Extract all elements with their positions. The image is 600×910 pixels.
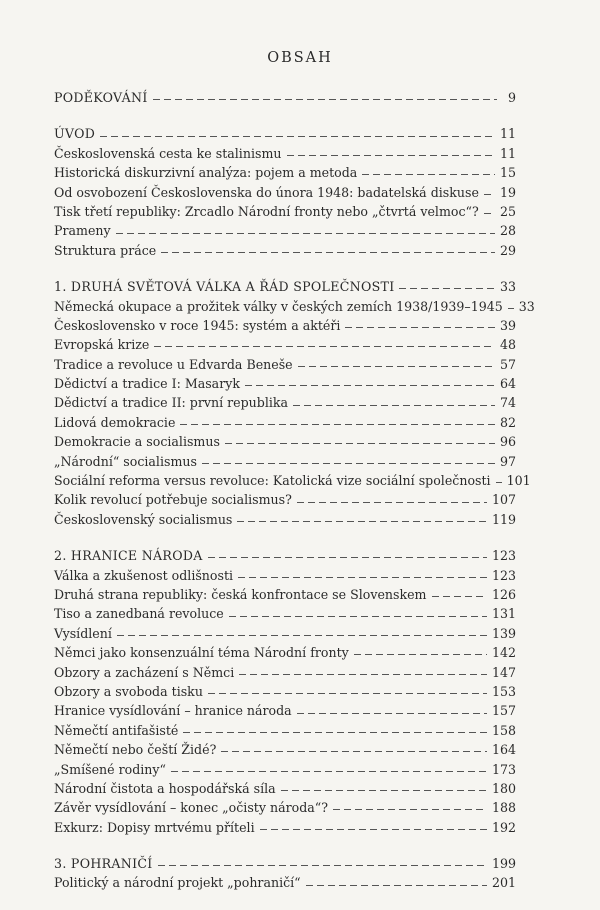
toc-entry-label: Závěr vysídlování – konec „očisty národa“? <box>54 800 328 816</box>
toc-page-number: 97 <box>499 453 516 469</box>
toc-page-number: 19 <box>499 184 516 200</box>
dash-leader <box>229 616 487 617</box>
dash-leader <box>116 233 495 234</box>
toc-page-number: 74 <box>499 395 516 411</box>
toc-chapter-heading <box>54 854 516 873</box>
toc-page-number: 33 <box>499 279 516 295</box>
dash-leader <box>154 346 495 347</box>
dash-leader <box>281 790 487 791</box>
toc-entry <box>54 452 516 471</box>
toc-entry-label: Německá okupace a prožitek války v českých zemích 1938/1939–1945 <box>54 298 503 314</box>
toc-entry-label: Dědictví a tradice II: první republika <box>54 395 289 411</box>
toc-entry-label: Historická diskurzivní analýza: pojem a metoda <box>54 165 358 181</box>
toc-entry-label: Národní čistota a hospodářská síla <box>54 780 276 796</box>
toc-entry <box>54 585 516 604</box>
toc-entry <box>54 760 516 779</box>
toc-entry <box>54 413 516 432</box>
dash-leader <box>239 674 487 675</box>
dash-leader <box>298 366 495 367</box>
toc-page-number: 139 <box>491 625 516 641</box>
toc-page-number: 25 <box>499 203 516 219</box>
toc-page-number: 29 <box>499 242 516 258</box>
toc-page-number: 64 <box>499 376 516 392</box>
dash-leader <box>496 482 502 483</box>
toc-entry <box>54 779 516 798</box>
toc-page-number: 164 <box>491 742 516 758</box>
dash-leader <box>161 252 495 253</box>
toc-chapter-heading <box>54 277 516 296</box>
dash-leader <box>225 443 495 444</box>
dash-leader <box>238 577 487 578</box>
toc-entry <box>54 471 531 490</box>
toc-entry-label: „Smíšené rodiny“ <box>54 761 166 777</box>
dash-leader <box>287 155 495 156</box>
dash-leader <box>333 809 487 810</box>
toc-entry-label: Hranice vysídlování – hranice národa <box>54 703 292 719</box>
table-of-contents <box>54 88 535 910</box>
toc-chapter-heading <box>54 546 516 565</box>
toc-page-number: 199 <box>491 856 516 872</box>
toc-page-number: 119 <box>491 511 516 527</box>
toc-page-number: 131 <box>491 606 516 622</box>
dash-leader <box>362 174 495 175</box>
toc-entry <box>54 873 516 892</box>
toc-entry <box>54 144 516 163</box>
dash-leader <box>297 502 487 503</box>
toc-page-number: 192 <box>491 819 516 835</box>
dash-leader <box>399 288 494 289</box>
toc-entry <box>54 202 516 221</box>
toc-entry <box>54 355 516 374</box>
toc-entry <box>54 798 516 817</box>
toc-page-number: 15 <box>499 165 516 181</box>
toc-entry-label: ÚVOD <box>54 126 96 142</box>
toc-entry-label: Evropská krize <box>54 337 150 353</box>
dash-leader <box>153 99 497 100</box>
toc-entry <box>54 566 516 585</box>
toc-entry-label: Vysídlení <box>54 625 112 641</box>
toc-page-number: 147 <box>491 664 516 680</box>
toc-entry <box>54 740 516 759</box>
toc-entry <box>54 432 516 451</box>
dash-leader <box>297 713 487 714</box>
dash-leader <box>171 771 487 772</box>
toc-entry-label: Tradice a revoluce u Edvarda Beneše <box>54 356 293 372</box>
toc-entry <box>54 818 516 837</box>
toc-page-number: 96 <box>499 434 516 450</box>
toc-entry <box>54 163 516 182</box>
toc-entry-label: Němečtí antifašisté <box>54 722 179 738</box>
toc-page-number: 48 <box>499 337 516 353</box>
toc-entry-label: Československý socialismus <box>54 511 233 527</box>
toc-entry-label: Tiso a zanedbaná revoluce <box>54 606 224 622</box>
dash-leader <box>484 194 495 195</box>
dash-leader <box>354 654 487 655</box>
toc-page-number: 28 <box>499 223 516 239</box>
toc-entry-label: Československá cesta ke stalinismu <box>54 145 282 161</box>
toc-chapter-heading <box>54 88 516 107</box>
toc-page-number: 82 <box>499 414 516 430</box>
toc-page-number: 11 <box>499 126 516 142</box>
toc-entry <box>54 183 516 202</box>
dash-leader <box>117 635 487 636</box>
dash-leader <box>260 829 487 830</box>
toc-entry-label: Němci jako konsenzuální téma Národní fronty <box>54 645 349 661</box>
toc-page-number: 142 <box>491 645 516 661</box>
toc-page-number: 9 <box>507 90 516 105</box>
toc-entry <box>54 721 516 740</box>
dash-leader <box>183 732 487 733</box>
dash-leader <box>484 213 495 214</box>
toc-entry <box>54 297 535 316</box>
toc-section <box>54 277 535 529</box>
toc-entry-label: Němečtí nebo čeští Židé? <box>54 742 217 758</box>
dash-leader <box>245 385 495 386</box>
toc-entry-label: Exkurz: Dopisy mrtvému příteli <box>54 819 255 835</box>
toc-section <box>54 546 516 837</box>
toc-entry-label: Prameny <box>54 223 111 239</box>
toc-entry-label: Druhá strana republiky: česká konfrontace se Slovenskem <box>54 586 427 602</box>
toc-entry-label: „Národní“ socialismus <box>54 453 197 469</box>
dash-leader <box>180 424 495 425</box>
toc-entry-label: Demokracie a socialismus <box>54 434 220 450</box>
toc-page-number: 201 <box>491 875 516 891</box>
dash-leader <box>345 327 495 328</box>
dash-leader <box>432 596 487 597</box>
dash-leader <box>208 557 487 558</box>
dash-leader <box>508 308 514 309</box>
dash-leader <box>293 405 495 406</box>
toc-section <box>54 124 516 260</box>
toc-entry-label: Od osvobození Československa do února 1948: badatelská diskuse <box>54 184 479 200</box>
toc-entry <box>54 663 516 682</box>
toc-entry <box>54 241 516 260</box>
toc-entry <box>54 682 516 701</box>
toc-entry <box>54 490 516 509</box>
toc-page-number: 180 <box>491 780 516 796</box>
toc-entry <box>54 393 516 412</box>
toc-entry-label: Politický a národní projekt „pohraničí“ <box>54 875 301 891</box>
toc-page-number: 123 <box>491 548 516 564</box>
toc-entry-label: PODĚKOVÁNÍ <box>54 90 148 105</box>
dash-leader <box>221 751 487 752</box>
toc-section <box>54 88 516 107</box>
toc-entry <box>54 624 516 643</box>
page-title: OBSAH <box>267 50 333 66</box>
toc-page-number: 57 <box>499 356 516 372</box>
dash-leader <box>306 885 487 886</box>
toc-chapter-heading <box>54 124 516 143</box>
toc-entry-label: 2. HRANICE NÁRODA <box>54 548 203 564</box>
toc-page-number: 11 <box>499 145 516 161</box>
toc-page-number: 173 <box>491 761 516 777</box>
toc-entry-label: Obzory a zacházení s Němci <box>54 664 235 680</box>
toc-entry-label: Československo v roce 1945: systém a aktéři <box>54 317 341 333</box>
toc-entry-label: Válka a zkušenost odlišnosti <box>54 567 234 583</box>
toc-page-number: 123 <box>491 567 516 583</box>
toc-entry <box>54 221 516 240</box>
dash-leader <box>208 693 487 694</box>
toc-entry <box>54 643 516 662</box>
toc-entry-label: Sociální reforma versus revoluce: Katolická vize sociální společnosti <box>54 473 491 489</box>
toc-entry <box>54 374 516 393</box>
toc-page-number: 157 <box>491 703 516 719</box>
toc-entry-label: Dědictví a tradice I: Masaryk <box>54 376 240 392</box>
toc-entry <box>54 510 516 529</box>
toc-entry <box>54 316 516 335</box>
toc-entry <box>54 701 516 720</box>
toc-page-number: 101 <box>506 473 531 489</box>
toc-entry-label: 1. DRUHÁ SVĚTOVÁ VÁLKA A ŘÁD SPOLEČNOSTI <box>54 279 395 295</box>
toc-page-number: 158 <box>491 722 516 738</box>
toc-page-number: 107 <box>491 492 516 508</box>
toc-entry <box>54 335 516 354</box>
toc-entry-label: Lidová demokracie <box>54 414 176 430</box>
dash-leader <box>158 865 487 866</box>
toc-page-number: 39 <box>499 317 516 333</box>
toc-entry-label: Tisk třetí republiky: Zrcadlo Národní fronty nebo „čtvrtá velmoc“? <box>54 203 479 219</box>
toc-entry <box>54 604 516 623</box>
toc-entry-label: Obzory a svoboda tisku <box>54 683 203 699</box>
toc-page-number: 188 <box>491 800 516 816</box>
toc-entry-label: Struktura práce <box>54 242 157 258</box>
toc-page-number: 153 <box>491 683 516 699</box>
toc-page-number: 126 <box>491 586 516 602</box>
toc-entry-label: 3. POHRANIČÍ <box>54 856 153 872</box>
toc-entry-label: Kolik revolucí potřebuje socialismus? <box>54 492 292 508</box>
dash-leader <box>237 521 487 522</box>
dash-leader <box>100 136 495 137</box>
dash-leader <box>202 463 495 464</box>
toc-page-number: 33 <box>518 298 535 314</box>
